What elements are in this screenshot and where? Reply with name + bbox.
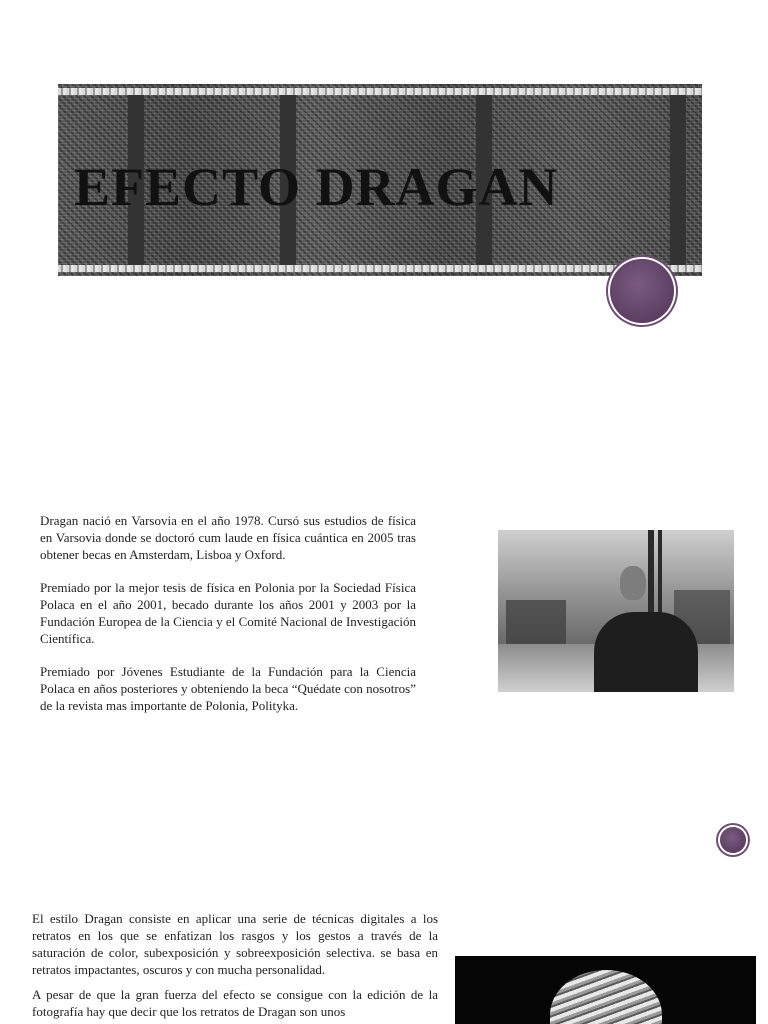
photo-stall [506,600,566,650]
banner-dark-bar [670,95,686,265]
title-banner [58,84,702,276]
decorative-circle-small [720,827,746,853]
bio-paragraph: Premiado por Jóvenes Estudiante de la Fundación para la Ciencia Polaca en años posteriores y obteniendo la beca “Quédate con nosotros” de la revista mas importante de Polonia, Polityka. [40,664,416,713]
style-description-text [32,910,438,1024]
biography-text [40,512,416,730]
portrait-head [550,970,662,1024]
dragan-market-photo [498,530,734,692]
photo-person-body [594,612,698,692]
page-title: EFECTO DRAGAN [74,157,559,217]
bio-paragraph: Premiado por la mejor tesis de física en Polonia por la Sociedad Física Polaca en el año 2001, becado durante los años 2001 y 2003 por la Fundación Europea de la Ciencia y el Comité Nacional de Investigación Científica. [40,580,416,646]
banner-bottom-stripe [58,265,702,272]
photo-person-head [620,566,646,600]
style-paragraph: A pesar de que la gran fuerza del efecto se consigue con la edición de la fotografía hay que decir que los retratos de Dragan son unos [32,987,438,1019]
decorative-circle-large [610,259,674,323]
dragan-portrait-photo [455,956,756,1024]
banner-top-stripe [58,88,702,95]
style-paragraph: El estilo Dragan consiste en aplicar una serie de técnicas digitales a los retratos en los que se enfatizan los rasgos y los gestos a través de la saturación de color, subexposición y sobreexposición selectiva. se basa en retratos impactantes, oscuros y con mucha personalidad. [32,911,438,977]
bio-paragraph: Dragan nació en Varsovia en el año 1978. Cursó sus estudios de física en Varsovia donde se doctoró cum laude en física cuántica en 2005 tras obtener becas en Amsterdam, Lisboa y Oxford. [40,513,416,562]
